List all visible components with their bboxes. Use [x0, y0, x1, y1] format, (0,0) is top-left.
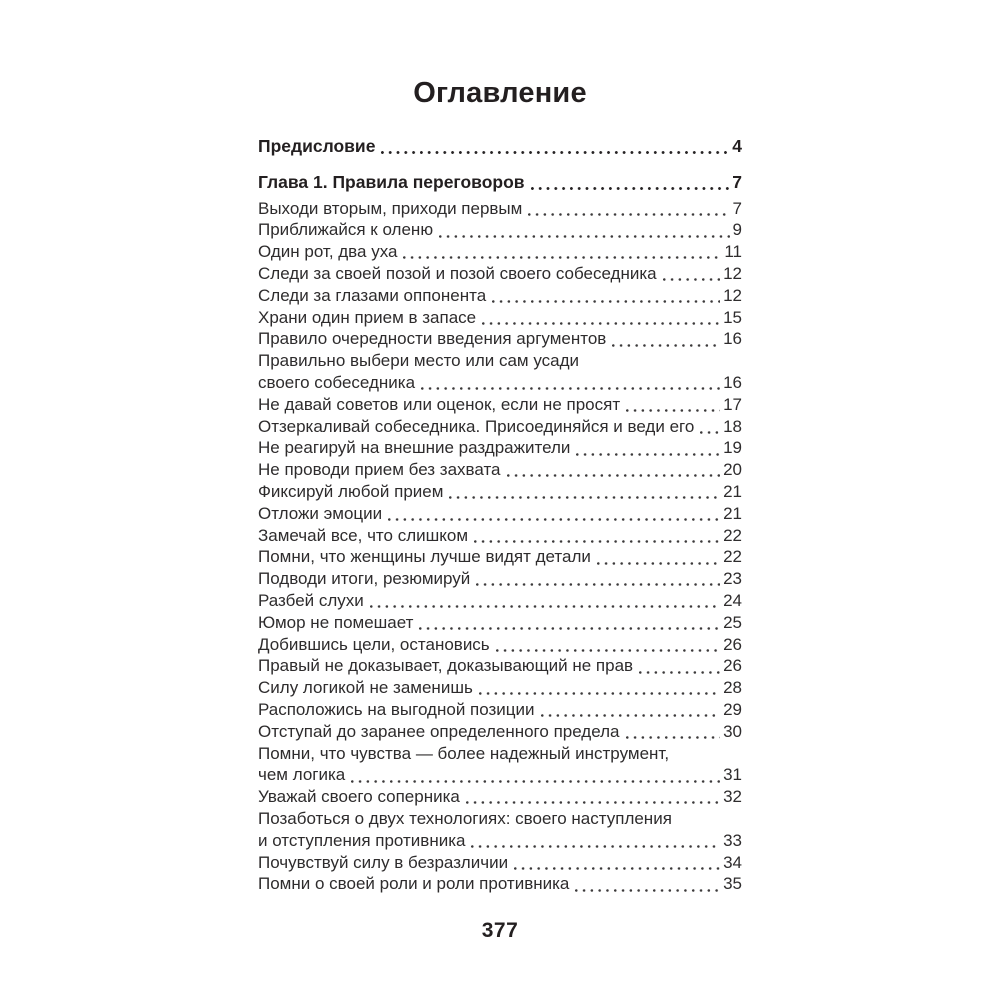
dot-leader	[612, 344, 720, 347]
toc-entry-page: 7	[732, 198, 742, 218]
toc-entry-title: Подводи итоги, резюмируй	[258, 569, 471, 589]
toc-entry-title: Один рот, два уха	[258, 242, 398, 262]
toc-row	[258, 285, 742, 307]
toc-entry-page: 23	[723, 569, 742, 589]
dot-leader	[351, 780, 720, 783]
toc-row	[258, 394, 742, 416]
toc-entry-title: Помни о своей роли и роли противника	[258, 874, 570, 894]
toc-row	[258, 634, 742, 656]
toc-row	[258, 263, 742, 285]
dot-leader	[381, 151, 729, 154]
toc-entry-page: 17	[723, 394, 742, 414]
toc-row	[258, 307, 742, 329]
toc-entry-page: 34	[723, 852, 742, 872]
toc-entry-title: чем логика	[258, 765, 346, 785]
toc-entry-page: 16	[723, 329, 742, 349]
toc-row	[258, 830, 742, 852]
toc-entry-page: 31	[723, 765, 742, 785]
toc-entry-page: 32	[723, 787, 742, 807]
toc-entry-title: Помни, что чувства — более надежный инструмент,	[258, 743, 670, 763]
toc-entry-page: 22	[723, 547, 742, 567]
toc-row	[258, 699, 742, 721]
toc-row	[258, 136, 742, 158]
dot-leader	[541, 714, 721, 717]
toc-entry-title: и отступления противника	[258, 830, 466, 850]
toc-row	[258, 372, 742, 394]
toc-entry-page: 25	[723, 612, 742, 632]
dot-leader	[476, 583, 720, 586]
toc-entry-title: Отложи эмоции	[258, 503, 383, 523]
toc-entry-page: 15	[723, 307, 742, 327]
dot-leader	[439, 235, 729, 238]
dot-leader	[597, 562, 720, 565]
toc-row	[258, 546, 742, 568]
toc-entry-title: Силу логикой не заменишь	[258, 678, 473, 698]
toc-entry-title: Выходи вторым, приходи первым	[258, 198, 523, 218]
toc-entry-title: Не проводи прием без захвата	[258, 460, 501, 480]
dot-leader	[528, 213, 729, 216]
toc-entry-title: Следи за глазами оппонента	[258, 285, 487, 305]
toc-entry-title: Помни, что женщины лучше видят детали	[258, 547, 591, 567]
toc-entry-page: 30	[723, 721, 742, 741]
dot-leader	[421, 387, 720, 390]
toc-entry-page: 20	[723, 460, 742, 480]
toc-entry-page: 16	[723, 372, 742, 392]
toc-row	[258, 219, 742, 241]
toc-entry-title: Фиксируй любой прием	[258, 481, 444, 501]
toc-row	[258, 764, 742, 786]
toc-row	[258, 525, 742, 547]
toc-row	[258, 786, 742, 808]
toc-entry-title: Расположись на выгодной позиции	[258, 699, 535, 719]
folio-page-number: 377	[481, 919, 519, 942]
toc-entry-title: Не давай советов или оценок, если не просят	[258, 394, 621, 414]
dot-leader	[471, 845, 720, 848]
toc-entry-page: 9	[732, 220, 742, 240]
toc-entry-title: Замечай все, что слишком	[258, 525, 469, 545]
dot-leader	[626, 409, 720, 412]
toc-list	[258, 136, 742, 895]
toc-entry-page: 29	[723, 699, 742, 719]
toc-entry-title: Юмор не помешает	[258, 612, 414, 632]
dot-leader	[403, 256, 721, 259]
toc-entry-page: 24	[723, 590, 742, 610]
dot-leader	[626, 736, 721, 739]
toc-entry-title: Предисловие	[258, 136, 376, 156]
toc-entry-title: Добившись цели, остановись	[258, 634, 490, 654]
toc-row	[258, 568, 742, 590]
toc-entry-title: Почувствуй силу в безразличии	[258, 852, 509, 872]
toc-row	[258, 481, 742, 503]
toc-entry-page: 26	[723, 634, 742, 654]
toc-row	[258, 808, 742, 830]
toc-entry-page: 22	[723, 525, 742, 545]
toc-entry-title: Правый не доказывает, доказывающий не прав	[258, 656, 634, 676]
toc-entry-title: Уважай своего соперника	[258, 787, 460, 807]
dot-leader	[700, 431, 720, 434]
page-title: Оглавление	[413, 77, 587, 109]
toc-row	[258, 612, 742, 634]
toc-entry-title: Следи за своей позой и позой своего собеседника	[258, 263, 657, 283]
dot-leader	[466, 801, 720, 804]
toc-entry-title: Правильно выбери место или сам усади	[258, 351, 580, 371]
toc-row	[258, 721, 742, 743]
toc-row	[258, 437, 742, 459]
dot-leader	[482, 322, 720, 325]
toc-row	[258, 328, 742, 350]
toc-entry-page: 12	[723, 285, 742, 305]
toc-entry-page: 28	[723, 678, 742, 698]
toc-entry-page: 21	[723, 481, 742, 501]
toc-entry-title: Глава 1. Правила переговоров	[258, 171, 525, 192]
dot-leader	[496, 649, 720, 652]
toc-entry-title: Приближайся к оленю	[258, 220, 434, 240]
dot-leader	[531, 187, 730, 190]
toc-entry-page: 19	[723, 438, 742, 458]
toc-row	[258, 416, 742, 438]
dot-leader	[474, 540, 720, 543]
toc-row	[258, 743, 742, 765]
toc-row	[258, 459, 742, 481]
toc-row	[258, 655, 742, 677]
toc-row	[258, 873, 742, 895]
dot-leader	[663, 278, 720, 281]
dot-leader	[514, 867, 720, 870]
toc-entry-title: Не реагируй на внешние раздражители	[258, 438, 571, 458]
toc-entry-page: 26	[723, 656, 742, 676]
toc-entry-page: 35	[723, 874, 742, 894]
toc-entry-page: 21	[723, 503, 742, 523]
dot-leader	[492, 300, 720, 303]
dot-leader	[388, 518, 720, 521]
dot-leader	[576, 453, 720, 456]
toc-row	[258, 241, 742, 263]
toc-entry-page: 7	[732, 171, 742, 192]
dot-leader	[370, 605, 720, 608]
toc-entry-page: 18	[723, 416, 742, 436]
dot-leader	[639, 671, 720, 674]
toc-entry-title: Отступай до заранее определенного предела	[258, 721, 620, 741]
toc-entry-title: Позаботься о двух технологиях: своего наступления	[258, 808, 672, 828]
toc-row	[258, 852, 742, 874]
toc-entry-title: Правило очередности введения аргументов	[258, 329, 607, 349]
toc-entry-page: 11	[724, 242, 742, 262]
toc-entry-title: Отзеркаливай собеседника. Присоединяйся и веди его	[258, 416, 695, 436]
toc-row	[258, 172, 742, 194]
toc-entry-title: Храни один прием в запасе	[258, 307, 477, 327]
toc-row	[258, 350, 742, 372]
toc-row	[258, 198, 742, 220]
dot-leader	[575, 889, 720, 892]
toc-row	[258, 590, 742, 612]
toc-row	[258, 677, 742, 699]
dot-leader	[449, 496, 720, 499]
toc-entry-title: Разбей слухи	[258, 590, 364, 610]
toc-row	[258, 503, 742, 525]
toc-entry-page: 4	[732, 136, 742, 156]
dot-leader	[479, 692, 720, 695]
dot-leader	[419, 627, 720, 630]
dot-leader	[507, 474, 721, 477]
toc-entry-page: 33	[723, 830, 742, 850]
toc-entry-page: 12	[723, 263, 742, 283]
toc-entry-title: своего собеседника	[258, 372, 416, 392]
